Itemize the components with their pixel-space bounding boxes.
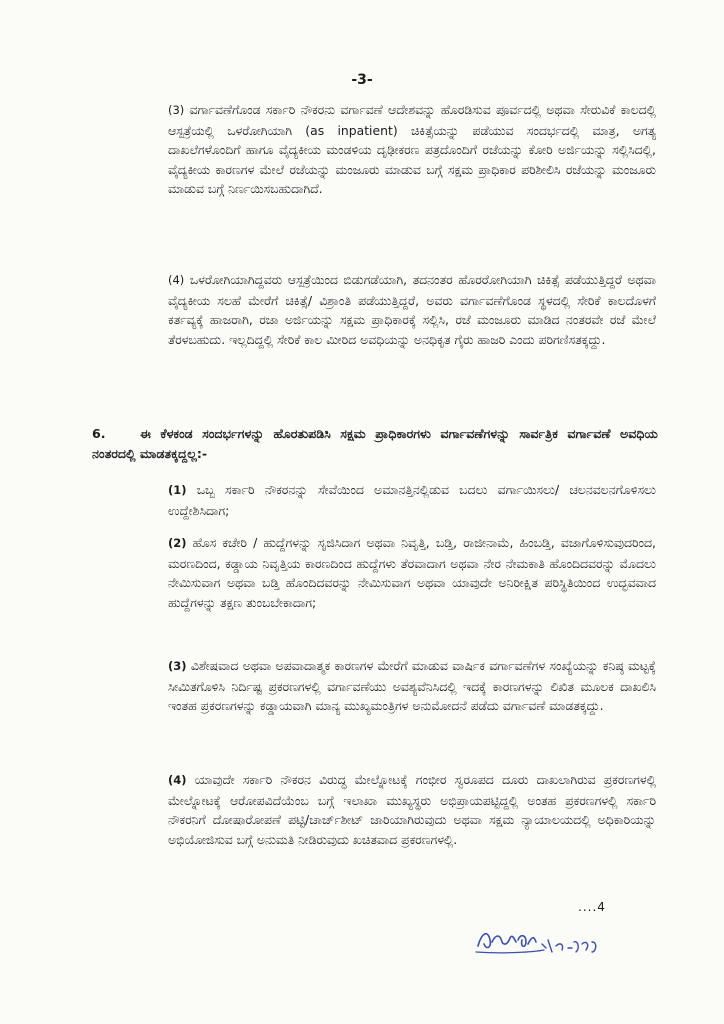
section-6-item-1 bbox=[168, 480, 656, 520]
section-6-item-4 bbox=[168, 770, 656, 849]
handwritten-signature bbox=[474, 922, 604, 958]
section-6-item-3 bbox=[168, 656, 656, 716]
item-number: (2) bbox=[168, 536, 187, 550]
item-number: (4) bbox=[168, 773, 187, 787]
signature-scribble-icon bbox=[474, 922, 604, 958]
section-6-item-2 bbox=[168, 533, 656, 612]
item-number: (1) bbox=[168, 483, 187, 497]
paragraph-number: (4) bbox=[168, 273, 185, 287]
continuation-marker: ....4 bbox=[578, 900, 606, 914]
paragraph-4 bbox=[168, 270, 656, 349]
paragraph-3 bbox=[168, 100, 656, 199]
item-text: ಒಬ್ಬ ಸರ್ಕಾರಿ ನೌಕರನನ್ನು ಸೇವೆಯಿಂದ ಅಮಾನತ್ತಿನಲ್ಲಿಡುವ ಬದಲು ವರ್ಗಾಯಿಸಲು/ ಚಲನವಲನಗೊಳಿಸಲು ಉದ್ದೇಶಿಸಿದಾಗ; bbox=[168, 482, 656, 518]
paragraph-text: ವರ್ಗಾವಣೆಗೊಂಡ ಸರ್ಕಾರಿ ನೌಕರನು ವರ್ಗಾವಣೆ ಆದೇಶವನ್ನು ಹೊರಡಿಸುವ ಪೂರ್ವದಲ್ಲಿ ಅಥವಾ ಸೇರುವಿಕೆ ಕಾಲದಲ್ಲಿ ಆಸ್ಪತ್ರೆಯಲ್ಲಿ ಒಳರೋಗಿಯಾಗಿ (as inpatient) ಚಿಕಿತ್ಸೆಯನ್ನು ಪಡೆಯುವ ಸಂದರ್ಭದಲ್ಲಿ ಮಾತ್ರ, ಅಗತ್ಯ ದಾಖಲೆಗಳೊಂದಿಗೆ ಹಾಗೂ ವೈದ್ಯಕೀಯ ಮಂಡಳಿಯ ದೃಢೀಕರಣ ಪತ್ರದೊಂದಿಗೆ ರಜೆಯನ್ನು ಕೋರಿ ಅರ್ಜಿಯನ್ನು ಸಲ್ಲಿಸಿದಲ್ಲಿ, ವೈದ್ಯಕೀಯ ಕಾರಣಗಳ ಮೇಲೆ ರಜೆಯನ್ನು ಮಂಜೂರು ಮಾಡುವ ಬಗ್ಗೆ ಸಕ್ಷಮ ಪ್ರಾಧಿಕಾರ ಪರಿಶೀಲಿಸಿ ರಜೆಯನ್ನು ಮಂಜೂರು ಮಾಡುವ ಬಗ್ಗೆ ನಿರ್ಣಯಿಸಬಹುದಾಗಿದೆ. bbox=[168, 102, 656, 197]
section-6-heading bbox=[92, 424, 658, 464]
page-number: -3- bbox=[351, 72, 373, 88]
item-text: ಹೊಸ ಕಚೇರಿ / ಹುದ್ದೆಗಳನ್ನು ಸೃಜಿಸಿದಾಗ ಅಥವಾ ನಿವೃತ್ತಿ, ಬಡ್ತಿ, ರಾಜೀನಾಮೆ, ಹಿಂಬಡ್ತಿ, ವಜಾಗೊಳಿಸುವುದರಿಂದ, ಮರಣದಿಂದ, ಕಡ್ಡಾಯ ನಿವೃತ್ತಿಯ ಕಾರಣದಿಂದ ಹುದ್ದೆಗಳು ತೆರವಾದಾಗ ಅಥವಾ ನೇರ ನೇಮಕಾತಿ ಹೊಂದಿದವರನ್ನು ಮೊದಲು ನೇಮಿಸುವಾಗ ಅಥವಾ ಬಡ್ತಿ ಹೊಂದಿದವರನ್ನು ನೇಮಿಸುವಾಗ ಅಥವಾ ಯಾವುದೇ ಅನಿರೀಕ್ಷಿತ ಪರಿಸ್ಥಿತಿಯಿಂದ ಉದ್ಭವವಾದ ಹುದ್ದೆಗಳನ್ನು ತಕ್ಷಣ ತುಂಬಬೇಕಾದಾಗ; bbox=[168, 535, 656, 610]
item-text: ಯಾವುದೇ ಸರ್ಕಾರಿ ನೌಕರನ ವಿರುದ್ಧ ಮೇಲ್ನೋಟಕ್ಕೆ ಗಂಭೀರ ಸ್ವರೂಪದ ದೂರು ದಾಖಲಾಗಿರುವ ಪ್ರಕರಣಗಳಲ್ಲಿ ಮೇಲ್ನೋಟಕ್ಕೆ ಆರೋಪವಿದೆಯೆಂಬ ಬಗ್ಗೆ ಇಲಾಖಾ ಮುಖ್ಯಸ್ಥರು ಅಭಿಪ್ರಾಯಪಟ್ಟಿದ್ದಲ್ಲಿ ಅಂತಹ ಪ್ರಕರಣಗಳಲ್ಲಿ ಸರ್ಕಾರಿ ನೌಕರನಿಗೆ ದೋಷಾರೋಪಣೆ ಪಟ್ಟಿ/ಚಾರ್ಜ್‌ಶೀಟ್ ಜಾರಿಯಾಗಿರುವುದು ಅಥವಾ ಸಕ್ಷಮ ನ್ಯಾಯಾಲಯದಲ್ಲಿ ಅಧಿಕಾರಿಯನ್ನು ಅಭಿಯೋಜಿಸುವ ಬಗ್ಗೆ ಅನುಮತಿ ನೀಡಿರುವುದು ಖಚಿತವಾದ ಪ್ರಕರಣಗಳಲ್ಲಿ. bbox=[168, 772, 656, 847]
paragraph-text: ಒಳರೋಗಿಯಾಗಿದ್ದವರು ಆಸ್ಪತ್ರೆಯಿಂದ ಬಿಡುಗಡೆಯಾಗಿ, ತದನಂತರ ಹೊರರೋಗಿಯಾಗಿ ಚಿಕಿತ್ಸೆ ಪಡೆಯುತ್ತಿದ್ದರೆ ಅಥವಾ ವೈದ್ಯಕೀಯ ಸಲಹೆ ಮೇರೆಗೆ ಚಿಕಿತ್ಸೆ/ ವಿಶ್ರಾಂತಿ ಪಡೆಯುತ್ತಿದ್ದರೆ, ಅವರು ವರ್ಗಾವಣೆಗೊಂಡ ಸ್ಥಳದಲ್ಲಿ ಸೇರಿಕೆ ಕಾಲದೊಳಗೆ ಕರ್ತವ್ಯಕ್ಕೆ ಹಾಜರಾಗಿ, ರಜಾ ಅರ್ಜಿಯನ್ನು ಸಕ್ಷಮ ಪ್ರಾಧಿಕಾರಕ್ಕೆ ಸಲ್ಲಿಸಿ, ರಜೆ ಮಂಜೂರು ಮಾಡಿದ ನಂತರವೇ ರಜೆ ಮೇಲೆ ತೆರಳಬಹುದು. ಇಲ್ಲದಿದ್ದಲ್ಲಿ ಸೇರಿಕೆ ಕಾಲ ಮೀರಿದ ಅವಧಿಯನ್ನು ಅನಧಿಕೃತ ಗೈರು ಹಾಜರಿ ಎಂದು ಪರಿಗಣಿಸತಕ್ಕದ್ದು. bbox=[168, 272, 656, 347]
paragraph-number: (3) bbox=[168, 103, 185, 117]
section-number: 6. bbox=[92, 426, 106, 441]
item-text: ವಿಶೇಷವಾದ ಅಥವಾ ಅಪವಾದಾತ್ಮಕ ಕಾರಣಗಳ ಮೇರೆಗೆ ಮಾಡುವ ವಾರ್ಷಿಕ ವರ್ಗಾವಣೆಗಳ ಸಂಖ್ಯೆಯನ್ನು ಕನಿಷ್ಠ ಮಟ್ಟಕ್ಕೆ ಸೀಮಿತಗೊಳಿಸಿ ನಿರ್ದಿಷ್ಟ ಪ್ರಕರಣಗಳಲ್ಲಿ ವರ್ಗಾವಣೆಯು ಅವಶ್ಯವೆನಿಸಿದಲ್ಲಿ ಇದಕ್ಕೆ ಕಾರಣಗಳನ್ನು ಲಿಖಿತ ಮೂಲಕ ದಾಖಲಿಸಿ ಇಂತಹ ಪ್ರಕರಣಗಳನ್ನು ಕಡ್ಡಾಯವಾಗಿ ಮಾನ್ಯ ಮುಖ್ಯಮಂತ್ರಿಗಳ ಅನುಮೋದನೆ ಪಡೆದು ವರ್ಗಾವಣೆ ಮಾಡತಕ್ಕದ್ದು. bbox=[168, 658, 656, 714]
item-number: (3) bbox=[168, 659, 187, 673]
section-text: ಈ ಕೆಳಕಂಡ ಸಂದರ್ಭಗಳನ್ನು ಹೊರತುಪಡಿಸಿ ಸಕ್ಷಮ ಪ್ರಾಧಿಕಾರಗಳು ವರ್ಗಾವಣೆಗಳನ್ನು ಸಾರ್ವತ್ರಿಕ ವರ್ಗಾವಣೆ ಅವಧಿಯ ನಂತರದಲ್ಲಿ ಮಾಡತಕ್ಕದ್ದಲ್ಲ:- bbox=[92, 426, 658, 461]
